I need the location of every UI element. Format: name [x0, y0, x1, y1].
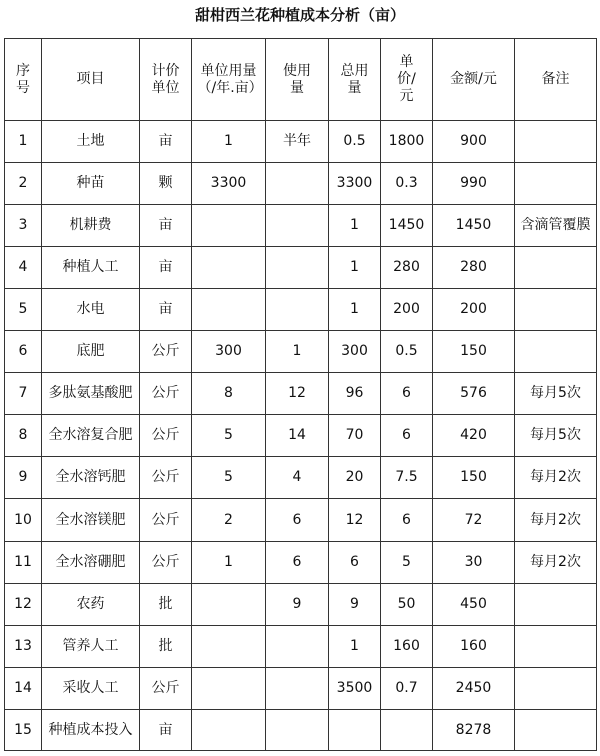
header-seq: 序号 — [5, 39, 42, 121]
cell-item: 农药 — [42, 584, 140, 626]
cell-unit: 公斤 — [140, 542, 192, 584]
cell-usage — [266, 163, 329, 205]
cell-note — [515, 668, 597, 710]
cell-amount: 450 — [433, 584, 515, 626]
cell-total: 6 — [329, 542, 381, 584]
cell-price: 5 — [381, 542, 433, 584]
cell-price: 7.5 — [381, 457, 433, 499]
table-row — [5, 626, 597, 668]
cell-price: 6 — [381, 415, 433, 457]
cell-note: 每月5次 — [515, 373, 597, 415]
cell-amount: 150 — [433, 331, 515, 373]
cell-per-unit — [192, 584, 266, 626]
cell-unit: 亩 — [140, 205, 192, 247]
cell-price: 50 — [381, 584, 433, 626]
cell-seq: 8 — [5, 415, 42, 457]
cell-usage — [266, 626, 329, 668]
cell-amount: 72 — [433, 499, 515, 542]
cell-usage: 4 — [266, 457, 329, 499]
table-row — [5, 499, 597, 542]
cell-amount: 900 — [433, 121, 515, 163]
cell-seq: 12 — [5, 584, 42, 626]
header-total: 总用量 — [329, 39, 381, 121]
cell-note: 每月2次 — [515, 499, 597, 542]
table-row — [5, 247, 597, 289]
header-price: 单价/元 — [381, 39, 433, 121]
cell-note — [515, 289, 597, 331]
cell-unit: 亩 — [140, 247, 192, 289]
cell-usage: 9 — [266, 584, 329, 626]
cell-total: 1 — [329, 247, 381, 289]
cell-amount: 280 — [433, 247, 515, 289]
cell-price: 6 — [381, 373, 433, 415]
cell-item: 种植人工 — [42, 247, 140, 289]
cell-unit: 颗 — [140, 163, 192, 205]
cell-total: 9 — [329, 584, 381, 626]
cell-unit: 公斤 — [140, 499, 192, 542]
cell-note — [515, 331, 597, 373]
cell-unit: 公斤 — [140, 331, 192, 373]
cell-item: 全水溶镁肥 — [42, 499, 140, 542]
cell-usage — [266, 668, 329, 710]
cell-seq: 5 — [5, 289, 42, 331]
cell-total — [329, 710, 381, 751]
table-row — [5, 542, 597, 584]
cell-item: 多肽氨基酸肥 — [42, 373, 140, 415]
cell-amount: 150 — [433, 457, 515, 499]
cell-usage: 6 — [266, 542, 329, 584]
table-header-row — [5, 39, 597, 121]
cell-total: 96 — [329, 373, 381, 415]
cell-amount: 576 — [433, 373, 515, 415]
cell-price: 0.5 — [381, 331, 433, 373]
table-row — [5, 121, 597, 163]
cell-usage: 半年 — [266, 121, 329, 163]
cell-seq: 10 — [5, 499, 42, 542]
cell-price: 0.3 — [381, 163, 433, 205]
cell-per-unit: 5 — [192, 457, 266, 499]
cell-seq: 14 — [5, 668, 42, 710]
cell-price: 280 — [381, 247, 433, 289]
cell-unit: 批 — [140, 584, 192, 626]
cell-seq: 11 — [5, 542, 42, 584]
cell-price: 160 — [381, 626, 433, 668]
cell-usage: 6 — [266, 499, 329, 542]
cell-seq: 13 — [5, 626, 42, 668]
cell-total: 3500 — [329, 668, 381, 710]
cell-price: 6 — [381, 499, 433, 542]
cell-seq: 9 — [5, 457, 42, 499]
cell-per-unit — [192, 289, 266, 331]
cell-note — [515, 163, 597, 205]
cell-seq: 3 — [5, 205, 42, 247]
cell-item: 种苗 — [42, 163, 140, 205]
cell-amount: 200 — [433, 289, 515, 331]
cell-amount: 2450 — [433, 668, 515, 710]
table-row — [5, 205, 597, 247]
table-row — [5, 331, 597, 373]
cell-amount: 8278 — [433, 710, 515, 751]
cell-price: 200 — [381, 289, 433, 331]
table-row — [5, 373, 597, 415]
cell-per-unit: 1 — [192, 121, 266, 163]
cell-item: 水电 — [42, 289, 140, 331]
cell-item: 全水溶硼肥 — [42, 542, 140, 584]
cell-note — [515, 121, 597, 163]
cell-note: 每月5次 — [515, 415, 597, 457]
cell-per-unit: 1 — [192, 542, 266, 584]
cell-amount: 30 — [433, 542, 515, 584]
cell-item: 土地 — [42, 121, 140, 163]
cell-seq: 4 — [5, 247, 42, 289]
cell-unit: 亩 — [140, 289, 192, 331]
cell-note: 含滴管覆膜 — [515, 205, 597, 247]
cell-per-unit: 5 — [192, 415, 266, 457]
cell-price: 1450 — [381, 205, 433, 247]
cell-total: 1 — [329, 205, 381, 247]
table-row — [5, 668, 597, 710]
cell-total: 0.5 — [329, 121, 381, 163]
cell-usage — [266, 289, 329, 331]
table-row — [5, 457, 597, 499]
cell-total: 1 — [329, 289, 381, 331]
cell-note — [515, 710, 597, 751]
cell-per-unit — [192, 247, 266, 289]
cost-table — [4, 38, 597, 751]
cell-amount: 1450 — [433, 205, 515, 247]
cell-amount: 420 — [433, 415, 515, 457]
cell-price: 0.7 — [381, 668, 433, 710]
cell-price — [381, 710, 433, 751]
cell-unit: 公斤 — [140, 373, 192, 415]
cell-usage — [266, 710, 329, 751]
header-amount: 金额/元 — [433, 39, 515, 121]
cell-seq: 2 — [5, 163, 42, 205]
cell-total: 12 — [329, 499, 381, 542]
cell-usage — [266, 205, 329, 247]
cell-item: 机耕费 — [42, 205, 140, 247]
header-per-unit: 单位用量（/年.亩） — [192, 39, 266, 121]
cell-usage — [266, 247, 329, 289]
table-row — [5, 289, 597, 331]
cell-note — [515, 626, 597, 668]
table-row — [5, 163, 597, 205]
cell-usage: 14 — [266, 415, 329, 457]
cell-per-unit: 8 — [192, 373, 266, 415]
cell-unit: 公斤 — [140, 457, 192, 499]
cell-total: 300 — [329, 331, 381, 373]
cell-unit: 公斤 — [140, 415, 192, 457]
cell-per-unit — [192, 205, 266, 247]
table-row — [5, 415, 597, 457]
cell-seq: 6 — [5, 331, 42, 373]
cell-note — [515, 584, 597, 626]
cell-note: 每月2次 — [515, 542, 597, 584]
header-item: 项目 — [42, 39, 140, 121]
header-unit: 计价单位 — [140, 39, 192, 121]
cell-unit: 公斤 — [140, 668, 192, 710]
cell-per-unit: 300 — [192, 331, 266, 373]
cell-per-unit — [192, 668, 266, 710]
cell-seq: 7 — [5, 373, 42, 415]
cell-seq: 15 — [5, 710, 42, 751]
cell-per-unit: 2 — [192, 499, 266, 542]
header-usage: 使用量 — [266, 39, 329, 121]
cell-total: 70 — [329, 415, 381, 457]
cell-price: 1800 — [381, 121, 433, 163]
cell-amount: 160 — [433, 626, 515, 668]
cell-seq: 1 — [5, 121, 42, 163]
cell-item: 种植成本投入 — [42, 710, 140, 751]
cell-usage: 12 — [266, 373, 329, 415]
cell-unit: 亩 — [140, 710, 192, 751]
cell-item: 全水溶复合肥 — [42, 415, 140, 457]
cell-note: 每月2次 — [515, 457, 597, 499]
cell-item: 采收人工 — [42, 668, 140, 710]
cell-per-unit — [192, 710, 266, 751]
cell-unit: 亩 — [140, 121, 192, 163]
cell-total: 20 — [329, 457, 381, 499]
cell-note — [515, 247, 597, 289]
cell-amount: 990 — [433, 163, 515, 205]
header-note: 备注 — [515, 39, 597, 121]
cell-total: 3300 — [329, 163, 381, 205]
cell-unit: 批 — [140, 626, 192, 668]
cell-per-unit: 3300 — [192, 163, 266, 205]
page-title: 甜柑西兰花种植成本分析（亩） — [194, 6, 405, 24]
cell-total: 1 — [329, 626, 381, 668]
cell-item: 底肥 — [42, 331, 140, 373]
table-row — [5, 584, 597, 626]
cell-per-unit — [192, 626, 266, 668]
cell-item: 管养人工 — [42, 626, 140, 668]
cell-usage: 1 — [266, 331, 329, 373]
cell-item: 全水溶钙肥 — [42, 457, 140, 499]
table-row — [5, 710, 597, 751]
